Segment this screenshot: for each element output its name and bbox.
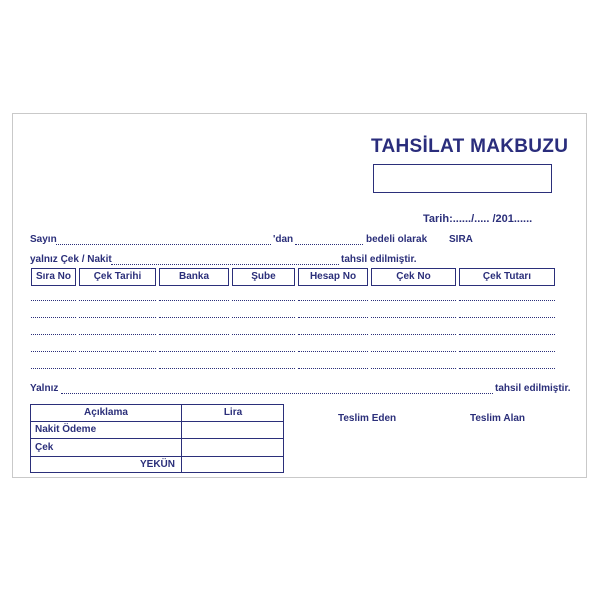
entry-cell-line[interactable] bbox=[31, 300, 76, 301]
entry-cell-line[interactable] bbox=[459, 300, 555, 301]
entry-cell-line[interactable] bbox=[232, 317, 295, 318]
entry-cell-line[interactable] bbox=[79, 351, 156, 352]
entry-cell-line[interactable] bbox=[459, 334, 555, 335]
receipt-number-box[interactable] bbox=[373, 164, 552, 193]
cek-nakit-fill-line[interactable] bbox=[111, 264, 339, 265]
summary-row-divider bbox=[31, 456, 283, 457]
summary-header-aciklama: Açıklama bbox=[84, 407, 128, 418]
entry-cell-line[interactable] bbox=[232, 300, 295, 301]
entry-cell-line[interactable] bbox=[298, 334, 368, 335]
entry-cell-line[interactable] bbox=[371, 317, 456, 318]
entry-cell-line[interactable] bbox=[371, 351, 456, 352]
yalniz-fill-line[interactable] bbox=[61, 393, 493, 394]
entry-cell-line[interactable] bbox=[298, 368, 368, 369]
entry-cell-line[interactable] bbox=[159, 368, 229, 369]
entry-cell-line[interactable] bbox=[298, 317, 368, 318]
entry-cell-line[interactable] bbox=[31, 317, 76, 318]
amount-fill-line[interactable] bbox=[295, 244, 363, 245]
column-header: Şube bbox=[232, 268, 295, 286]
yalniz-cek-nakit-label: yalnız Çek / Nakit bbox=[30, 254, 112, 265]
entry-cell-line[interactable] bbox=[159, 300, 229, 301]
teslim-eden-label: Teslim Eden bbox=[338, 413, 397, 424]
entry-cell-line[interactable] bbox=[31, 368, 76, 369]
entry-cell-line[interactable] bbox=[232, 368, 295, 369]
entry-cell-line[interactable] bbox=[159, 351, 229, 352]
entry-cell-line[interactable] bbox=[298, 300, 368, 301]
entry-cell-line[interactable] bbox=[459, 368, 555, 369]
form-title: TAHSİLAT MAKBUZU bbox=[371, 136, 569, 157]
entry-cell-line[interactable] bbox=[371, 300, 456, 301]
summary-header-divider bbox=[31, 421, 283, 422]
sira-label: SIRA bbox=[449, 234, 473, 245]
column-header: Çek Tutarı bbox=[459, 268, 555, 286]
teslim-alan-label: Teslim Alan bbox=[470, 413, 526, 424]
summary-row-nakit: Nakit Ödeme bbox=[35, 424, 97, 435]
entry-cell-line[interactable] bbox=[159, 317, 229, 318]
column-header: Sıra No bbox=[31, 268, 76, 286]
entry-cell-line[interactable] bbox=[371, 368, 456, 369]
yalniz-tahsil-label: tahsil edilmiştir. bbox=[495, 383, 571, 394]
date-field-label: Tarih:....../..... /201...... bbox=[423, 213, 533, 225]
entry-cell-line[interactable] bbox=[371, 334, 456, 335]
entry-cell-line[interactable] bbox=[79, 334, 156, 335]
column-header: Çek Tarihi bbox=[79, 268, 156, 286]
column-header: Çek No bbox=[371, 268, 456, 286]
summary-row-yekun: YEKÜN bbox=[139, 459, 175, 470]
tahsil-label: tahsil edilmiştir. bbox=[341, 254, 417, 265]
receipt-form bbox=[12, 113, 587, 478]
yalniz-label: Yalnız bbox=[30, 383, 59, 394]
entry-cell-line[interactable] bbox=[232, 334, 295, 335]
entry-cell-line[interactable] bbox=[459, 351, 555, 352]
summary-table bbox=[30, 404, 284, 473]
entry-cell-line[interactable] bbox=[232, 351, 295, 352]
summary-row-cek: Çek bbox=[35, 442, 54, 453]
summary-header-lira: Lira bbox=[223, 407, 243, 418]
entry-cell-line[interactable] bbox=[79, 317, 156, 318]
entry-cell-line[interactable] bbox=[159, 334, 229, 335]
entry-cell-line[interactable] bbox=[31, 351, 76, 352]
column-header: Hesap No bbox=[298, 268, 368, 286]
sayin-label: Sayın bbox=[30, 234, 57, 245]
entry-cell-line[interactable] bbox=[298, 351, 368, 352]
entry-cell-line[interactable] bbox=[79, 368, 156, 369]
entry-cell-line[interactable] bbox=[79, 300, 156, 301]
entry-cell-line[interactable] bbox=[459, 317, 555, 318]
summary-row-divider bbox=[31, 438, 283, 439]
sayin-fill-line[interactable] bbox=[56, 244, 271, 245]
bedeli-label: bedeli olarak bbox=[366, 234, 428, 245]
column-header: Banka bbox=[159, 268, 229, 286]
entry-cell-line[interactable] bbox=[31, 334, 76, 335]
dan-label: 'dan bbox=[273, 234, 294, 245]
